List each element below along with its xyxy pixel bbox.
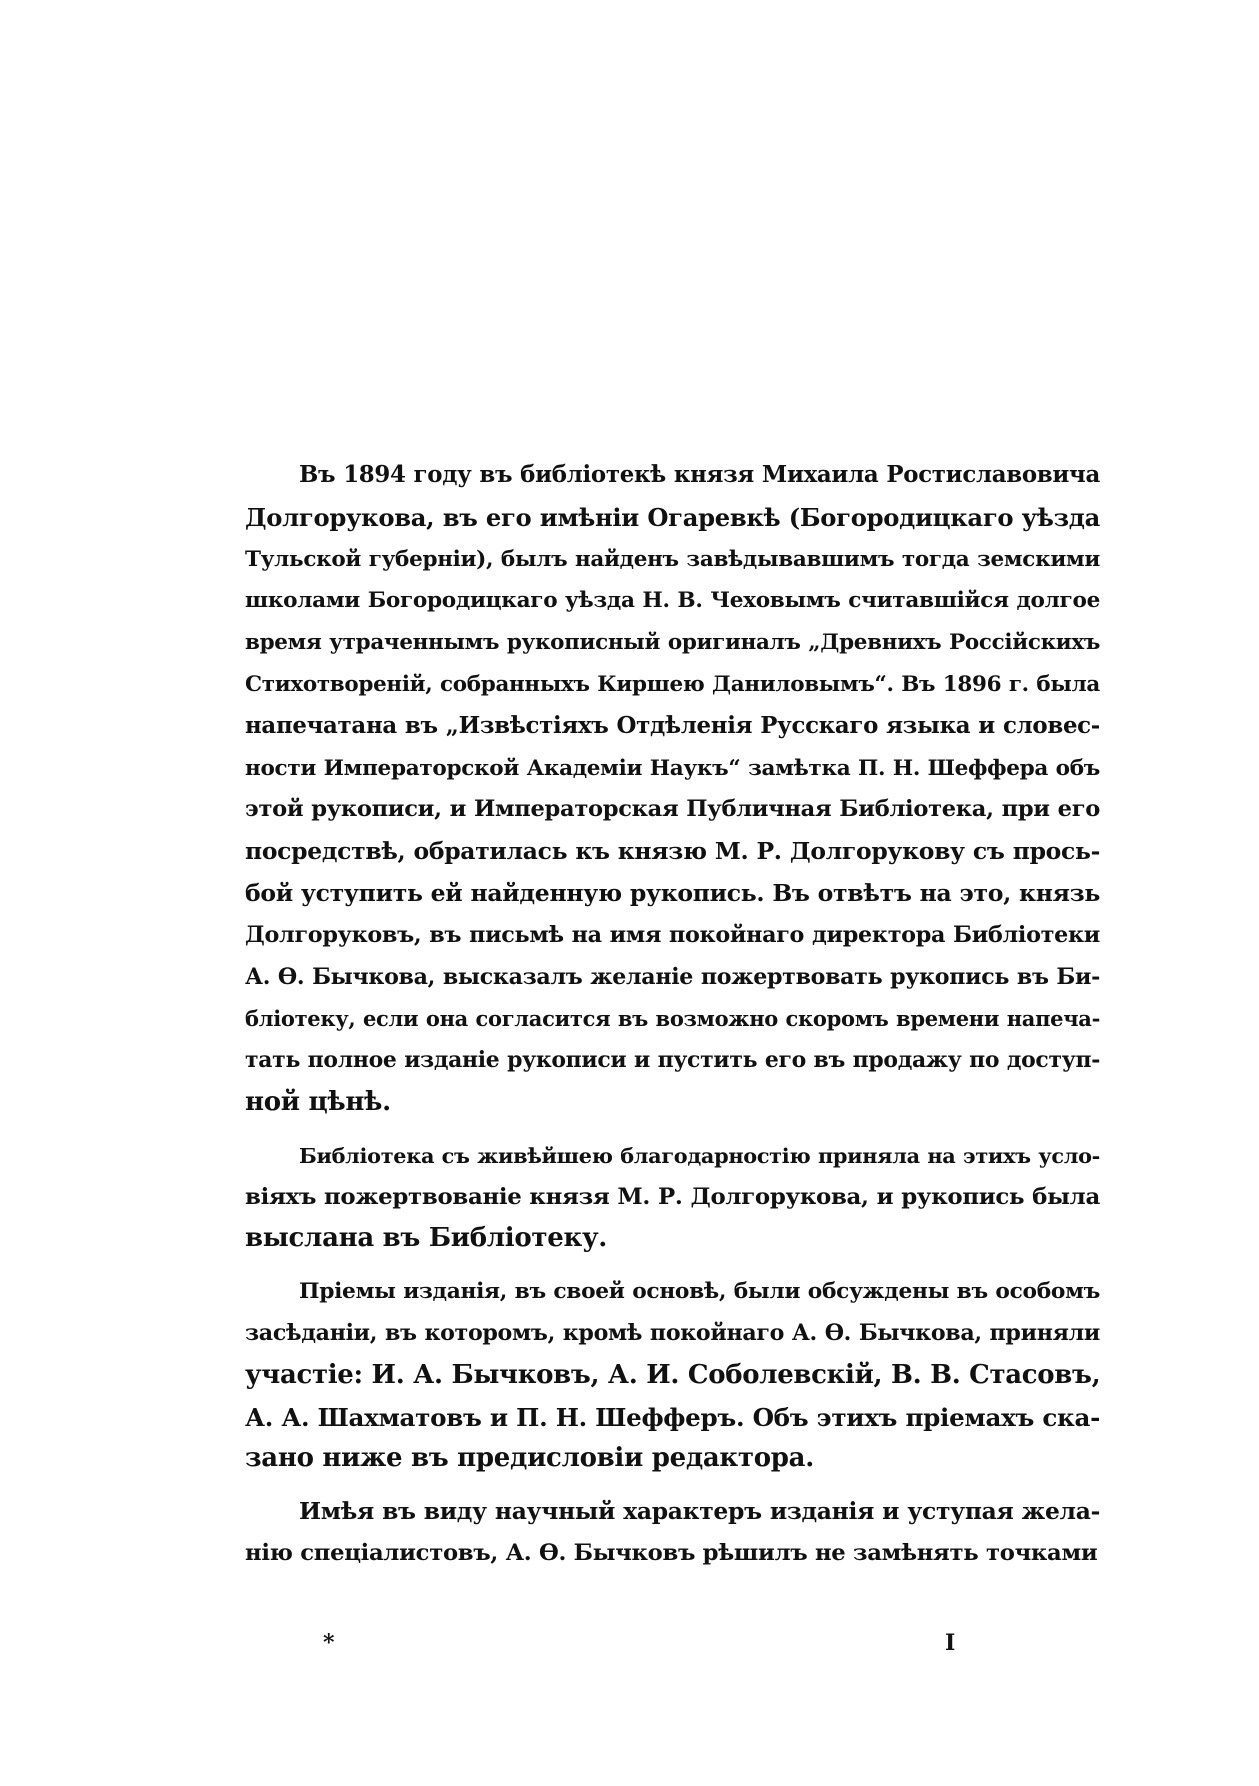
text-line: нію спеціалистовъ, А. Ѳ. Бычковъ рѣшилъ не замѣнять точками [245, 1539, 1098, 1566]
text-line: ной цѣнѣ. [245, 1086, 391, 1117]
body-text [245, 455, 1100, 1575]
text-line: Долгоруковъ, въ письмѣ на имя покойнаго директора Библіотеки [245, 921, 1100, 948]
text-line: А. Ѳ. Бычкова, высказалъ желаніе пожертвовать рукопись въ Би- [245, 963, 1100, 990]
text-line: засѣданіи, въ которомъ, кромѣ покойнаго А. Ѳ. Бычкова, приняли [245, 1319, 1100, 1346]
text-line: тать полное изданіе рукописи и пустить его въ продажу по доступ- [245, 1047, 1100, 1074]
text-line: Библіотека съ живѣйшею благодарностію приняла на этихъ усло- [299, 1142, 1100, 1168]
text-line: А. А. Шахматовъ и П. Н. Шефферъ. Объ этихъ пріемахъ ска- [245, 1402, 1100, 1432]
text-line: посредствѣ, обратилась къ князю М. Р. Долгорукову съ прось- [245, 837, 1100, 866]
text-line: время утраченнымъ рукописный оригиналъ „Древнихъ Россійскихъ [245, 630, 1100, 656]
text-line: бой уступить ей найденную рукопись. Въ отвѣтъ на это, князь [245, 878, 1100, 907]
page-number: I [945, 1630, 956, 1656]
paragraph [245, 1491, 1100, 1575]
text-line: Въ 1894 году въ библіотекѣ князя Михаила Ростиславовича [299, 462, 1100, 488]
text-line: напечатана въ „Извѣстіяхъ Отдѣленія Русскаго языка и словес- [245, 712, 1100, 739]
text-line: школами Богородицкаго уѣзда Н. В. Чеховымъ считавшійся долгое [245, 588, 1100, 614]
text-line: віяхъ пожертвованіе князя М. Р. Долгорукова, и рукопись была [245, 1183, 1100, 1210]
paragraph-gap [245, 1480, 1100, 1491]
paragraph [245, 1271, 1100, 1480]
paragraph-gap [245, 1124, 1100, 1135]
signature-mark: * [323, 1630, 335, 1656]
text-line: бліотеку, если она согласится въ возможно скоромъ времени напеча- [245, 1006, 1100, 1032]
text-line: Долгорукова, въ его имѣніи Огаревкѣ (Богородицкаго уѣзда [245, 502, 1100, 532]
text-line: Пріемы изданія, въ своей основѣ, были обсуждены въ особомъ [299, 1279, 1100, 1305]
paragraph-gap [245, 1260, 1100, 1271]
text-line: Тульской губерніи), былъ найденъ завѣдывавшимъ тогда земскими [245, 546, 1100, 572]
paragraph [245, 1135, 1100, 1260]
paragraph [245, 455, 1100, 1124]
text-line: выслана въ Библіотеку. [245, 1223, 608, 1254]
text-line: участіе: И. А. Бычковъ, А. И. Соболевскій, В. В. Стасовъ, [245, 1359, 1101, 1390]
text-line: этой рукописи, и Императорская Публичная Библіотека, при его [245, 796, 1100, 823]
text-line: ности Императорской Академіи Наукъ“ замѣтка П. Н. Шеффера объ [245, 755, 1100, 781]
text-line: Стихотвореній, собранныхъ Киршею Даниловымъ“. Въ 1896 г. была [245, 671, 1100, 697]
text-line: Имѣя въ виду научный характеръ изданія и уступая жела- [299, 1497, 1100, 1526]
text-line: зано ниже въ предисловіи редактора. [245, 1443, 814, 1474]
